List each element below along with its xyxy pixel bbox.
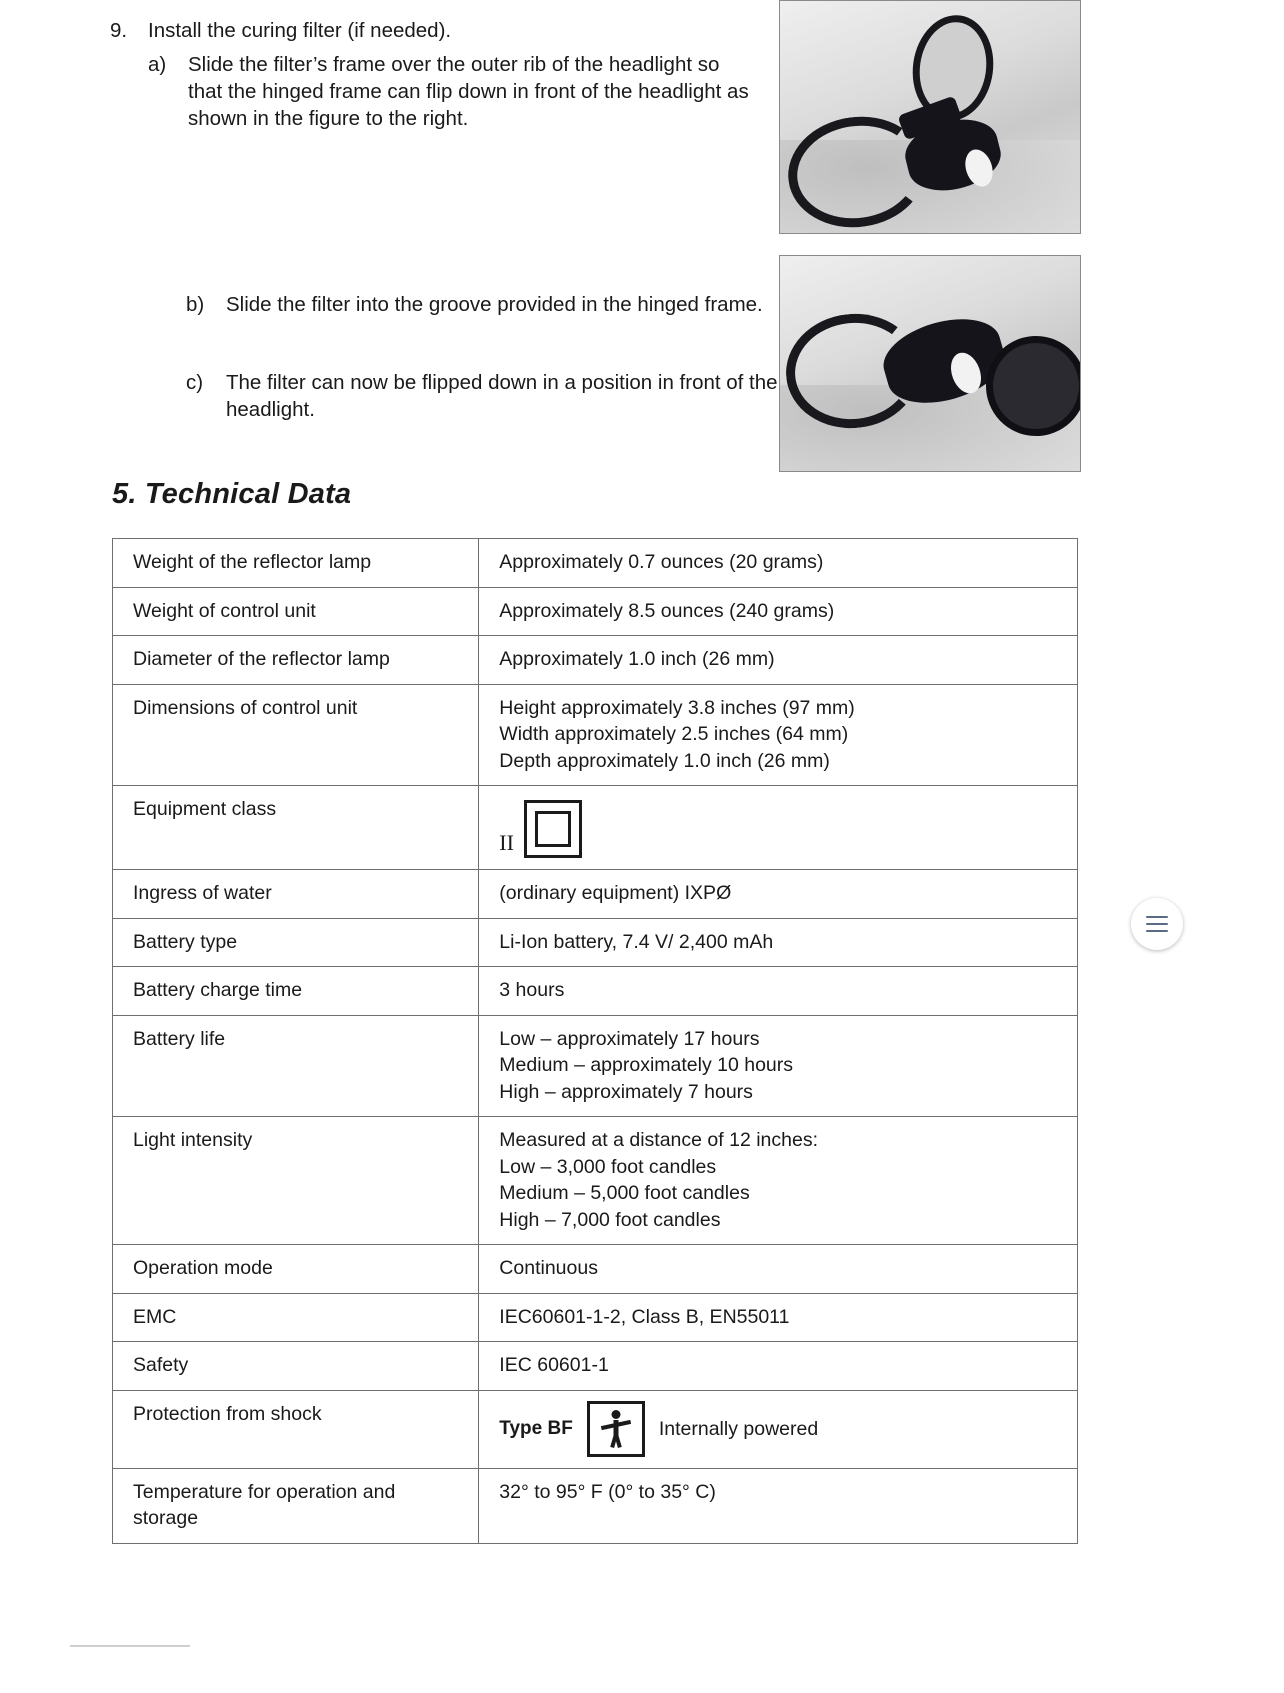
table-row	[113, 918, 1078, 967]
body-figure-icon	[587, 1401, 645, 1457]
row-value-line: Measured at a distance of 12 inches:	[499, 1129, 818, 1152]
substep-c	[186, 370, 786, 423]
row-value: IEC60601-1-2, Class B, EN55011	[479, 1293, 1078, 1342]
substep-c-letter: c)	[186, 371, 204, 395]
row-label: Ingress of water	[113, 870, 479, 919]
class-ii-double-insulated-icon	[499, 796, 1061, 858]
table-row	[113, 1293, 1078, 1342]
row-value-line: High – 7,000 foot candles	[499, 1208, 721, 1231]
figure-leg-right	[614, 1433, 622, 1448]
row-value-line: Depth approximately 1.0 inch (26 mm)	[499, 749, 830, 772]
technical-data-table	[112, 538, 1078, 1544]
row-label: Dimensions of control unit	[113, 684, 479, 786]
table-row	[113, 967, 1078, 1016]
row-value	[479, 1015, 1078, 1117]
row-value: Approximately 0.7 ounces (20 grams)	[479, 539, 1078, 588]
hamburger-menu-icon-bar	[1146, 923, 1168, 925]
substep-b-text: Slide the filter into the groove provided in the hinged frame.	[226, 293, 763, 317]
class-numeral: II	[499, 830, 514, 856]
row-value-line: Height approximately 3.8 inches (97 mm)	[499, 696, 855, 719]
row-label: Operation mode	[113, 1245, 479, 1294]
row-value: 32° to 95° F (0° to 35° C)	[479, 1468, 1078, 1543]
internally-powered-text: Internally powered	[658, 1417, 819, 1440]
hamburger-menu-icon-bar	[1146, 930, 1168, 932]
substep-c-text: The filter can now be flipped down in a position in front of the headlight.	[226, 371, 778, 421]
substep-a	[148, 52, 750, 132]
substep-b	[186, 292, 786, 319]
substep-list	[148, 52, 778, 452]
type-bf-applied-part-icon	[499, 1401, 1061, 1457]
row-value-line: Medium – 5,000 foot candles	[499, 1182, 750, 1205]
headlight-with-hinged-filter-frame-photo	[779, 0, 1081, 234]
row-value-line: Medium – approximately 10 hours	[499, 1054, 794, 1077]
row-label: Battery type	[113, 918, 479, 967]
table-row	[113, 587, 1078, 636]
table-row	[113, 636, 1078, 685]
menu-button[interactable]	[1131, 898, 1183, 950]
row-label: EMC	[113, 1293, 479, 1342]
double-insulation-square-icon	[524, 800, 582, 858]
row-value	[479, 684, 1078, 786]
headlight-with-filter-flipped-down-photo	[779, 255, 1081, 472]
table-row	[113, 1117, 1078, 1245]
figure-head	[611, 1410, 620, 1419]
row-label: Weight of control unit	[113, 587, 479, 636]
row-value: (ordinary equipment) IXPØ	[479, 870, 1078, 919]
row-value-line: Low – 3,000 foot candles	[499, 1155, 717, 1178]
page-footer-rule	[70, 1645, 190, 1647]
double-insulation-inner-square	[535, 811, 571, 847]
instruction-block	[110, 18, 778, 452]
table-row	[113, 1015, 1078, 1117]
hamburger-menu-icon-bar	[1146, 916, 1168, 918]
row-value: Continuous	[479, 1245, 1078, 1294]
row-label: Light intensity	[113, 1117, 479, 1245]
step-9	[110, 18, 750, 44]
row-label: Safety	[113, 1342, 479, 1391]
row-value-line: High – approximately 7 hours	[499, 1080, 753, 1103]
substep-a-text: Slide the filter’s frame over the outer rib of the headlight so that the hinged frame can flip down in front of the headlight as shown in the figure to the right.	[188, 53, 749, 130]
type-bf-label: Type BF	[499, 1417, 573, 1439]
row-value: Approximately 1.0 inch (26 mm)	[479, 636, 1078, 685]
row-label: Weight of the reflector lamp	[113, 539, 479, 588]
row-value	[479, 1390, 1078, 1468]
row-value	[479, 786, 1078, 870]
table-row	[113, 1468, 1078, 1543]
row-label: Battery charge time	[113, 967, 479, 1016]
row-label: Protection from shock	[113, 1390, 479, 1468]
table-row	[113, 1342, 1078, 1391]
row-label: Temperature for operation and storage	[113, 1468, 479, 1543]
step-9-text: Install the curing filter (if needed).	[148, 19, 452, 42]
table-row	[113, 786, 1078, 870]
row-label: Diameter of the reflector lamp	[113, 636, 479, 685]
row-value-line: Width approximately 2.5 inches (64 mm)	[499, 723, 849, 746]
substep-a-letter: a)	[148, 53, 167, 77]
row-label: Equipment class	[113, 786, 479, 870]
table-row	[113, 1245, 1078, 1294]
row-label: Battery life	[113, 1015, 479, 1117]
table-row	[113, 684, 1078, 786]
table-row	[113, 539, 1078, 588]
table-row	[113, 870, 1078, 919]
row-value	[479, 1117, 1078, 1245]
section-title: 5. Technical Data	[112, 478, 352, 510]
table-row	[113, 1390, 1078, 1468]
substep-b-letter: b)	[186, 293, 205, 317]
row-value: Li-Ion battery, 7.4 V/ 2,400 mAh	[479, 918, 1078, 967]
row-value-line: Low – approximately 17 hours	[499, 1027, 760, 1050]
row-value: 3 hours	[479, 967, 1078, 1016]
step-9-number: 9.	[110, 19, 128, 42]
row-value: Approximately 8.5 ounces (240 grams)	[479, 587, 1078, 636]
row-value: IEC 60601-1	[479, 1342, 1078, 1391]
